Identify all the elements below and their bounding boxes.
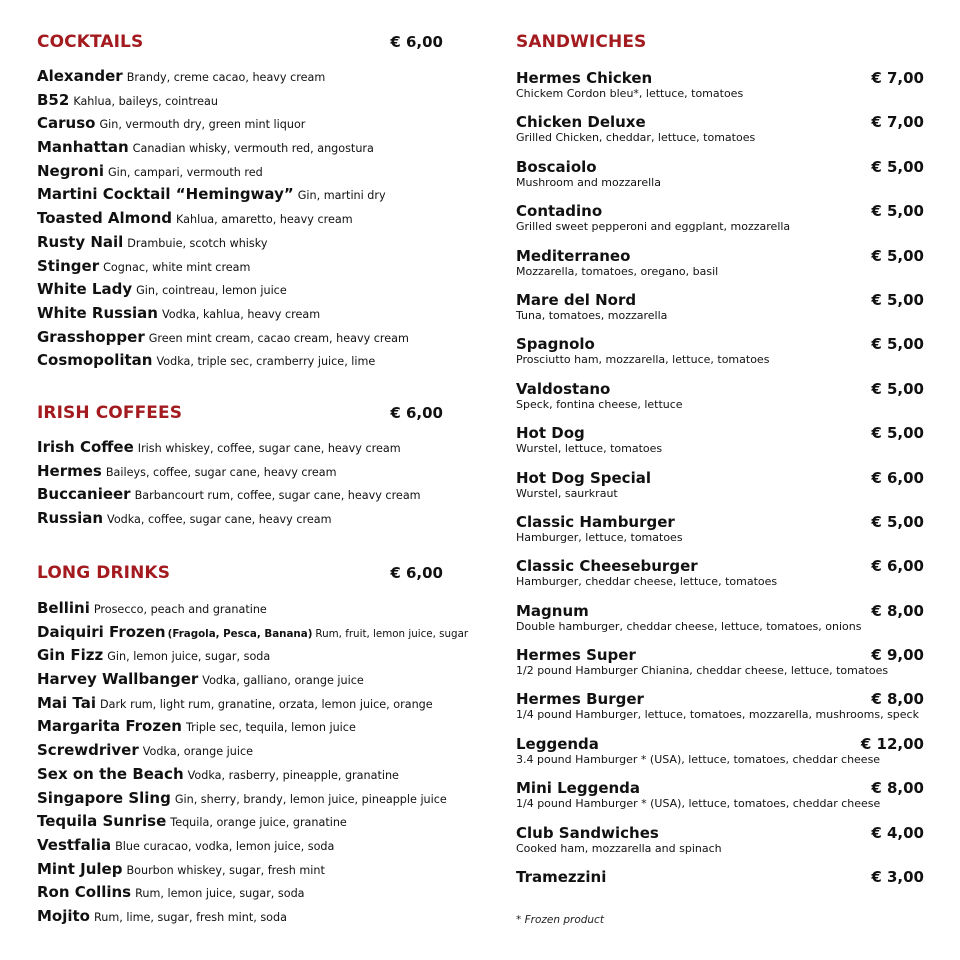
sandwich-description: Hamburger, lettuce, tomatoes (516, 530, 683, 544)
sandwich-description: Tuna, tomatoes, mozzarella (516, 308, 668, 322)
sandwich-price: € 12,00 (860, 734, 924, 753)
sandwich-price: € 5,00 (871, 246, 924, 265)
item-description: Tequila, orange juice, granatine (170, 816, 347, 830)
item-description: Triple sec, tequila, lemon juice (185, 721, 356, 735)
sandwich-name: Classic Hamburger (516, 512, 675, 531)
sandwich-item (516, 688, 926, 732)
sandwiches-header (516, 30, 926, 54)
sandwich-item (516, 511, 926, 555)
menu-item (37, 620, 469, 644)
sandwich-price: € 5,00 (871, 157, 924, 176)
item-description: Irish whiskey, coffee, sugar cane, heavy cream (137, 442, 401, 455)
sandwich-description: 1/2 pound Hamburger Chianina, cheddar cheese, lettuce, tomatoes (516, 664, 889, 678)
sandwich-price: € 6,00 (871, 468, 924, 487)
sandwich-description: Mozzarella, tomatoes, oregano, basil (516, 264, 719, 278)
sandwich-name: Boscaiolo (516, 157, 597, 176)
sandwiches-title: SANDWICHES (516, 32, 647, 52)
sandwich-price: € 4,00 (871, 823, 924, 842)
item-name: Alexander (37, 67, 123, 85)
menu-item (37, 182, 443, 206)
item-name: Rusty Nail (37, 232, 124, 251)
item-name: Mint Julep (37, 859, 123, 878)
sandwich-item (516, 333, 926, 377)
sandwich-name: Mediterraneo (516, 246, 631, 265)
sandwich-description: Hamburger, cheddar cheese, lettuce, tomatoes (516, 575, 778, 589)
item-name: Cosmopolitan (37, 351, 153, 370)
sandwich-description: Mushroom and mozzarella (516, 175, 661, 189)
item-name: Harvey Wallbanger (37, 670, 199, 689)
item-name: Sex on the Beach (37, 764, 184, 783)
sandwich-price: € 5,00 (871, 335, 924, 354)
irish-coffees-list (37, 435, 443, 530)
sandwich-description: 1/4 pound Hamburger, lettuce, tomatoes, mozzarella, mushrooms, speck (516, 708, 919, 722)
item-name: Vestfalia (37, 835, 112, 854)
sandwich-name: Hot Dog Special (516, 468, 651, 487)
sandwich-item (516, 422, 926, 466)
menu-item (37, 206, 443, 230)
sandwich-description: Chickem Cordon bleu*, lettuce, tomatoes (516, 87, 744, 100)
item-name: White Russian (37, 303, 158, 322)
sandwich-description: Grilled Chicken, cheddar, lettuce, tomatoes (516, 131, 756, 145)
item-description: Vodka, galliano, orange juice (202, 674, 364, 688)
menu-item (37, 596, 443, 620)
sandwich-description: Double hamburger, cheddar cheese, lettuce, tomatoes, onions (516, 619, 862, 633)
item-name: White Lady (37, 280, 133, 299)
item-description: Gin, sherry, brandy, lemon juice, pineapple juice (174, 792, 447, 806)
menu-item (37, 111, 443, 135)
cocktails-list (37, 64, 443, 372)
menu-item (37, 135, 443, 159)
item-description: Barbancourt rum, coffee, sugar cane, heavy cream (134, 489, 421, 503)
frozen-footnote: * Frozen product (516, 914, 604, 926)
item-description: Baileys, coffee, sugar cane, heavy cream (105, 465, 337, 479)
menu-item (37, 880, 443, 904)
sandwich-item (516, 156, 926, 200)
sandwich-name: Leggenda (516, 734, 599, 753)
menu-item (37, 714, 443, 738)
sandwich-item (516, 467, 926, 511)
item-description: Vodka, rasberry, pineapple, granatine (187, 768, 399, 782)
sandwich-name: Contadino (516, 202, 603, 221)
sandwich-price: € 6,00 (871, 557, 924, 576)
menu-item (37, 643, 443, 667)
item-description: Dark rum, light rum, granatine, orzata, lemon juice, orange (99, 697, 433, 711)
item-description: Kahlua, amaretto, heavy cream (176, 213, 353, 227)
sandwich-item (516, 289, 926, 333)
sandwich-description: Wurstel, lettuce, tomatoes (516, 442, 663, 456)
sandwiches-list (516, 67, 926, 910)
menu-item (37, 506, 443, 530)
sandwich-name: Mini Leggenda (516, 779, 641, 798)
item-description: Vodka, orange juice (142, 745, 254, 759)
item-description: Vodka, coffee, sugar cane, heavy cream (107, 513, 332, 527)
menu-item (37, 482, 443, 506)
item-description: Drambuie, scotch whisky (127, 236, 268, 250)
sandwich-description: Speck, fontina cheese, lettuce (516, 397, 683, 411)
sandwich-name: Hermes Chicken (516, 69, 653, 87)
item-name: Irish Coffee (37, 438, 134, 456)
sandwich-price: € 7,00 (871, 69, 924, 87)
cocktails-title: COCKTAILS (37, 32, 144, 52)
item-description: Gin, vermouth dry, green mint liquor (99, 118, 306, 132)
sandwich-name: Hot Dog (516, 424, 585, 443)
item-name: Bellini (37, 599, 90, 617)
item-description: Canadian whisky, vermouth red, angostura (132, 142, 374, 156)
menu-item (37, 325, 443, 349)
sandwich-description: 3.4 pound Hamburger * (USA), lettuce, tomatoes, cheddar cheese (516, 752, 881, 766)
sandwich-price: € 5,00 (871, 379, 924, 398)
sandwich-name: Mare del Nord (516, 290, 637, 309)
sandwich-item (516, 555, 926, 599)
item-description: Gin, cointreau, lemon juice (136, 284, 287, 298)
irish-coffees-header (37, 401, 443, 425)
sandwich-item (516, 378, 926, 422)
item-description: Bourbon whiskey, sugar, fresh mint (126, 863, 325, 877)
item-description: Gin, campari, vermouth red (108, 165, 263, 179)
menu-item (37, 691, 443, 715)
sandwich-name: Hermes Burger (516, 690, 644, 709)
sandwich-description: Grilled sweet pepperoni and eggplant, mozzarella (516, 220, 791, 234)
menu-item (37, 904, 443, 928)
item-name: Grasshopper (37, 327, 145, 346)
menu-item (37, 435, 443, 459)
item-name: Martini Cocktail “Hemingway” (37, 185, 294, 204)
sandwich-price: € 3,00 (871, 868, 924, 887)
sandwich-name: Magnum (516, 601, 589, 620)
sandwich-item (516, 245, 926, 289)
menu-item (37, 738, 443, 762)
menu-item (37, 159, 443, 183)
item-name: Manhattan (37, 138, 129, 157)
irish-coffees-title: IRISH COFFEES (37, 403, 183, 423)
long-drinks-header (37, 561, 443, 585)
sandwich-item (516, 111, 926, 155)
sandwich-name: Club Sandwiches (516, 823, 659, 842)
item-description: Cognac, white mint cream (103, 260, 251, 274)
item-description: Vodka, kahlua, heavy cream (161, 307, 321, 321)
sandwich-item (516, 822, 926, 866)
item-name: Stinger (37, 256, 100, 275)
item-description: Kahlua, baileys, cointreau (73, 94, 218, 108)
long-drinks-title: LONG DRINKS (37, 563, 171, 583)
sandwich-name: Chicken Deluxe (516, 113, 646, 132)
menu-item (37, 809, 443, 833)
sandwich-description: Cooked ham, mozzarella and spinach (516, 841, 722, 855)
sandwich-price: € 5,00 (871, 512, 924, 531)
item-name: Toasted Almond (37, 209, 172, 228)
sandwich-description: Prosciutto ham, mozzarella, lettuce, tomatoes (516, 353, 770, 367)
item-description: Vodka, triple sec, cramberry juice, lime (156, 355, 376, 369)
item-description: Prosecco, peach and granatine (93, 603, 267, 616)
item-name: Negroni (37, 161, 104, 180)
menu-item (37, 254, 443, 278)
item-name: Caruso (37, 114, 96, 133)
item-name: Mojito (37, 906, 90, 925)
item-name: Singapore Sling (37, 788, 171, 807)
sandwich-name: Hermes Super (516, 646, 636, 665)
item-note: (Fragola, Pesca, Banana) (167, 627, 313, 640)
cocktails-header (37, 30, 443, 54)
sandwich-price: € 5,00 (871, 290, 924, 309)
sandwich-name: Classic Cheeseburger (516, 557, 698, 576)
item-name: Russian (37, 509, 104, 528)
menu-item (37, 857, 443, 881)
menu-item (37, 348, 443, 372)
sandwich-item (516, 777, 926, 821)
sandwich-name: Valdostano (516, 379, 611, 398)
item-description: Brandy, creme cacao, heavy cream (126, 71, 326, 84)
menu-item (37, 64, 443, 88)
sandwich-price: € 5,00 (871, 202, 924, 221)
sandwich-item (516, 600, 926, 644)
menu-item (37, 88, 443, 112)
long-drinks-price: € 6,00 (390, 564, 443, 582)
item-name: Ron Collins (37, 883, 132, 902)
sandwich-name: Spagnolo (516, 335, 595, 354)
sandwich-item (516, 644, 926, 688)
cocktails-price: € 6,00 (390, 33, 443, 51)
item-name: Hermes (37, 461, 102, 480)
sandwich-price: € 8,00 (871, 601, 924, 620)
menu-item (37, 762, 443, 786)
item-description: Gin, lemon juice, sugar, soda (107, 650, 271, 664)
item-name: Tequila Sunrise (37, 812, 167, 831)
item-name: Screwdriver (37, 741, 139, 760)
menu-item (37, 277, 443, 301)
item-description: Green mint cream, cacao cream, heavy cream (148, 331, 409, 345)
sandwich-description: Wurstel, saurkraut (516, 486, 618, 500)
item-name: B52 (37, 90, 70, 109)
item-description: Rum, lime, sugar, fresh mint, soda (94, 910, 287, 924)
sandwich-price: € 8,00 (871, 779, 924, 798)
item-description: Blue curacao, vodka, lemon juice, soda (115, 839, 335, 853)
sandwich-item (516, 733, 926, 777)
item-description: Gin, martini dry (297, 189, 386, 203)
item-name: Buccanieer (37, 485, 131, 504)
menu-item (37, 667, 443, 691)
sandwich-price: € 8,00 (871, 690, 924, 709)
item-name: Mai Tai (37, 693, 96, 712)
menu-item (37, 230, 443, 254)
menu-item (37, 459, 443, 483)
sandwich-price: € 9,00 (871, 646, 924, 665)
sandwich-name: Tramezzini (516, 868, 607, 887)
sandwich-item (516, 200, 926, 244)
sandwich-description: 1/4 pound Hamburger * (USA), lettuce, tomatoes, cheddar cheese (516, 797, 881, 811)
item-name: Gin Fizz (37, 646, 104, 665)
item-name: Daiquiri Frozen (37, 622, 166, 641)
item-description: Rum, fruit, lemon juice, sugar (315, 627, 469, 640)
sandwich-item (516, 67, 926, 111)
sandwich-price: € 5,00 (871, 424, 924, 443)
item-name: Margarita Frozen (37, 717, 182, 736)
item-description: Rum, lemon juice, sugar, soda (135, 887, 305, 901)
menu-item (37, 301, 443, 325)
irish-coffees-price: € 6,00 (390, 404, 443, 422)
long-drinks-list (37, 596, 469, 928)
menu-item (37, 786, 447, 810)
menu-item (37, 833, 443, 857)
sandwich-item (516, 866, 926, 910)
sandwich-price: € 7,00 (871, 113, 924, 132)
